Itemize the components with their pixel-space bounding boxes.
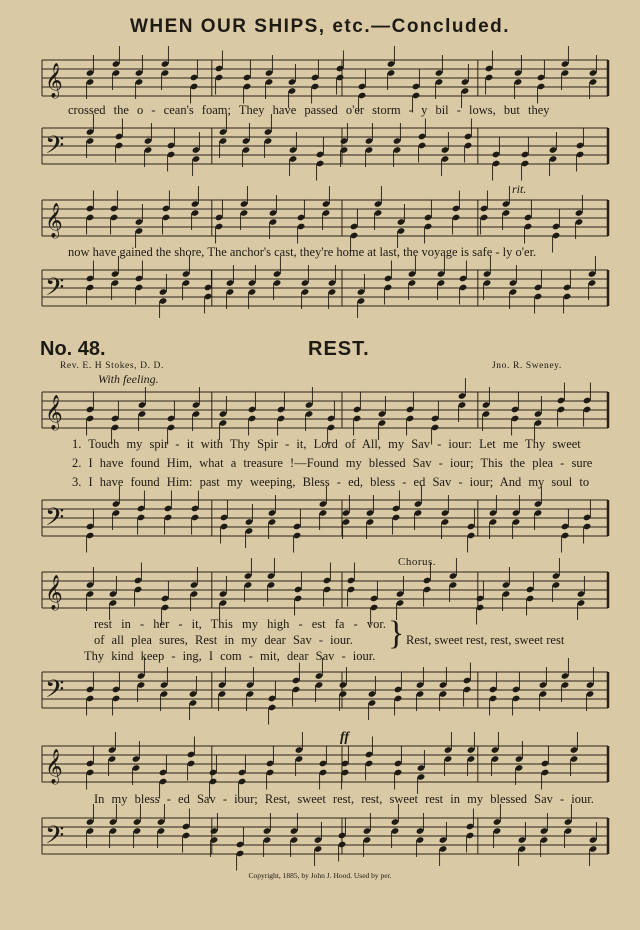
svg-text:𝄞: 𝄞 — [45, 63, 63, 98]
composer-credit: Jno. R. Sweney. — [492, 361, 562, 371]
chorus-lyric: Rest, sweet rest, rest, sweet rest — [406, 633, 565, 647]
svg-text:𝄢: 𝄢 — [45, 503, 65, 538]
verse-line-b2: of all plea sures, Rest in my dear Sav - iour. — [94, 633, 353, 647]
author-credit: Rev. E. H Stokes, D. D. — [60, 361, 164, 371]
chorus-label: Chorus. — [398, 556, 437, 568]
dynamic-marking: ff — [340, 730, 350, 745]
rit-marking: rit. — [512, 182, 527, 196]
svg-text:𝄢: 𝄢 — [45, 273, 65, 308]
svg-text:𝄞: 𝄞 — [45, 749, 63, 784]
svg-text:𝄢: 𝄢 — [45, 675, 65, 710]
staff-bass-5 — [42, 818, 608, 854]
svg-text:𝄢: 𝄢 — [45, 821, 65, 856]
verse-line-b1: rest in - her - it, This my high - est fa - vor. — [94, 617, 386, 631]
hymn-number: No. 48. — [40, 338, 106, 360]
lyric-line: now have gained the shore, The anchor's cast, they're home at last, the voyage is safe - ly o'er. — [68, 245, 537, 259]
copyright-notice: Copyright, 1885, by John J. Hood. Used by per. — [248, 871, 392, 880]
lyric-line: crossed the o - cean's foam; They have passed o'er storm - y bil - lows, but they — [68, 103, 550, 117]
verse-line-2: 2. I have found Him, what a treasure !—Found my blessed Sav - iour; This the plea - sure — [72, 456, 593, 470]
staff-treble-5 — [42, 746, 608, 782]
staff-treble-4 — [42, 572, 608, 608]
staff-bass-2 — [42, 270, 608, 306]
svg-text:𝄢: 𝄢 — [45, 131, 65, 166]
verse-line-b3: Thy kind keep - ing, I com - mit, dear Sav - iour. — [84, 649, 376, 663]
staff-treble-2 — [42, 200, 608, 236]
staff-treble-3 — [42, 392, 608, 428]
verse-brace: } — [388, 615, 405, 652]
svg-text:𝄞: 𝄞 — [45, 203, 63, 238]
staff-bass-3 — [42, 500, 608, 536]
verse-line-3: 3. I have found Him: past my weeping, Bless - ed, bless - ed Sav - iour; And my soul to — [72, 475, 590, 489]
svg-text:𝄞: 𝄞 — [45, 575, 63, 610]
staff-bass-4 — [42, 672, 608, 708]
verse-line-1: 1. Touch my spir - it with Thy Spir - it, Lord of All, my Sav - iour: Let me Thy sweet — [72, 437, 581, 451]
hymn-title: REST. — [308, 338, 370, 360]
svg-text:𝄞: 𝄞 — [45, 395, 63, 430]
expression-marking: With feeling. — [98, 372, 159, 386]
page-title: WHEN OUR SHIPS, etc.—Concluded. — [129, 16, 511, 37]
staff-bass-1 — [42, 128, 608, 164]
staff-treble-1 — [42, 60, 608, 96]
lyric-line: In my bless - ed Sav - iour; Rest, sweet rest, rest, sweet rest in my blessed Sav - iour. — [94, 792, 594, 806]
